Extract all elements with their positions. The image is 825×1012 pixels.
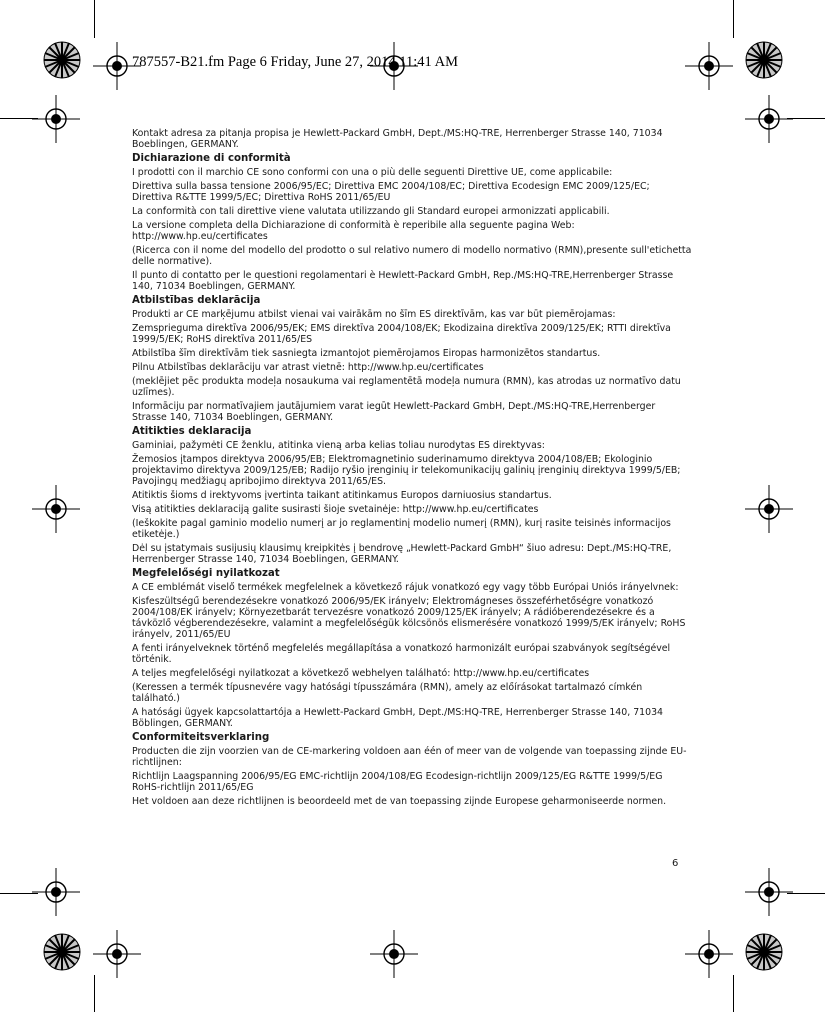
paragraph: (Ricerca con il nome del modello del prodotto o sul relativo numero di modello normativo (RMN),presente sull'etichetta delle normative). — [132, 245, 692, 267]
paragraph: La conformità con tali direttive viene valutata utilizzando gli Standard europei armonizzati applicabili. — [132, 206, 610, 217]
paragraph: Atitiktis šioms d irektyvoms įvertinta taikant atitinkamus Europos darniuosius standartus. — [132, 490, 552, 501]
paragraph: A CE emblémát viselő termékek megfelelnek a következő rájuk vonatkozó egy vagy több Európai Uniós irányelvnek: — [132, 582, 679, 593]
document-body — [132, 128, 692, 810]
paragraph: A teljes megfelelőségi nyilatkozat a következő webhelyen található: http://www.hp.eu/certificates — [132, 668, 590, 679]
crop-mark — [94, 0, 95, 38]
registration-mark-icon — [685, 42, 733, 90]
paragraph: La versione completa della Dichiarazione di conformità è reperibile alla seguente pagina Web: http://www.hp.eu/certificates — [132, 220, 575, 242]
star-target-icon — [744, 40, 784, 80]
registration-mark-icon — [32, 95, 80, 143]
registration-mark-icon — [32, 485, 80, 533]
paragraph: Gaminiai, pažymėti CE ženklu, atitinka vieną arba kelias toliau nurodytas ES direktyvas: — [132, 440, 545, 451]
section-heading: Atbilstības deklarācija — [132, 295, 261, 306]
star-target-icon — [42, 932, 82, 972]
paragraph: I prodotti con il marchio CE sono conformi con una o più delle seguenti Direttive UE, come applicabile: — [132, 167, 613, 178]
paragraph: Kontakt adresa za pitanja propisa je Hewlett-Packard GmbH, Dept./MS:HQ-TRE, Herrenberger Strasse 140, 71034 Boeblingen, GERMANY. — [132, 128, 663, 150]
registration-mark-icon — [745, 485, 793, 533]
registration-mark-icon — [93, 930, 141, 978]
section-heading: Dichiarazione di conformità — [132, 153, 291, 164]
paragraph: Kisfeszültségű berendezésekre vonatkozó 2006/95/EK irányelv; Elektromágneses összeférhetőségre vonatkozó 2004/108/EK irányelv; Környezetbarát tervezésre vonatkozó 2009/125/EK irányelv; A rádióberendezésekre és a távközlő végberendezésekre, valamint a megfelelőségük kölcsönös elismerésére vonatkozó 1999/5/EK irányelv; RoHS irányelv, 2011/65/EU — [132, 596, 686, 640]
paragraph: Atbilstība šīm direktīvām tiek sasniegta izmantojot piemērojamos Eiropas harmonizētos standartus. — [132, 348, 601, 359]
paragraph: A hatósági ügyek kapcsolattartója a Hewlett-Packard GmbH, Dept./MS:HQ-TRE, Herrenberger Strasse 140, 71034 Böblingen, GERMANY. — [132, 707, 664, 729]
crop-mark — [94, 975, 95, 1012]
paragraph: Het voldoen aan deze richtlijnen is beoordeeld met de van toepassing zijnde Europese geharmoniseerde normen. — [132, 796, 667, 807]
paragraph: (Keressen a termék típusnevére vagy hatósági típusszámára (RMN), amely az előírásokat tartalmazó címkén található.) — [132, 682, 643, 704]
paragraph: (meklējiet pēc produkta modeļa nosaukuma vai reglamentētā modeļa numura (RMN), kas atrodas uz normatīvo datu uzlīmes). — [132, 376, 681, 398]
paragraph: Žemosios įtampos direktyva 2006/95/EB; Elektromagnetinio suderinamumo direktyva 2004/108/EB; Ekologinio projektavimo direktyva 2009/125/EB; Radijo ryšio įrenginių ir telekomunikacijų galinių įrenginių direktyva 1999/5/EB; Pavojingų medžiagų apribojimo direktyva 2011/65/ES. — [132, 454, 681, 487]
star-target-icon — [744, 932, 784, 972]
star-target-icon — [42, 40, 82, 80]
section-heading: Conformiteitsverklaring — [132, 732, 270, 743]
paragraph: A fenti irányelveknek történő megfelelés megállapítása a vonatkozó harmonizált európai szabványok segítségével történik. — [132, 643, 671, 665]
paragraph: Il punto di contatto per le questioni regolamentari è Hewlett-Packard GmbH, Rep./MS:HQ-TRE,Herrenberger Strasse 140, 71034 Boeblingen, GERMANY. — [132, 270, 674, 292]
registration-mark-icon — [745, 95, 793, 143]
print-slug: 787557-B21.fm Page 6 Friday, June 27, 2014 11:41 AM — [132, 54, 458, 70]
paragraph: Zemsprieguma direktīva 2006/95/EK; EMS direktīva 2004/108/EK; Ekodizaina direktīva 2009/125/EK; RTTI direktīva 1999/5/EK; RoHS direktīva 2011/65/ES — [132, 323, 671, 345]
page-number: 6 — [672, 858, 679, 869]
paragraph: Direttiva sulla bassa tensione 2006/95/EC; Direttiva EMC 2004/108/EC; Direttiva Ecodesign EMC 2009/125/EC; Direttiva R&TTE 1999/5/EC; Direttiva RoHS 2011/65/EU — [132, 181, 650, 203]
registration-mark-icon — [370, 930, 418, 978]
crop-mark — [733, 975, 734, 1012]
registration-mark-icon — [745, 868, 793, 916]
registration-mark-icon — [32, 868, 80, 916]
paragraph: Produkti ar CE marķējumu atbilst vienai vai vairākām no šīm ES direktīvām, kas var būt piemērojamas: — [132, 309, 616, 320]
section-heading: Atitikties deklaracija — [132, 426, 252, 437]
crop-mark — [733, 0, 734, 38]
registration-mark-icon — [685, 930, 733, 978]
paragraph: Richtlijn Laagspanning 2006/95/EG EMC-richtlijn 2004/108/EG Ecodesign-richtlijn 2009/125/EG R&TTE 1999/5/EG RoHS-richtlijn 2011/65/EG — [132, 771, 663, 793]
paragraph: Informāciju par normatīvajiem jautājumiem varat iegūt Hewlett-Packard GmbH, Dept./MS:HQ-TRE,Herrenberger Strasse 140, 71034 Boeblingen, GERMANY. — [132, 401, 656, 423]
paragraph: Producten die zijn voorzien van de CE-markering voldoen aan één of meer van de volgende van toepassing zijnde EU-richtlijnen: — [132, 746, 687, 768]
section-heading: Megfelelőségi nyilatkozat — [132, 568, 280, 579]
paragraph: Pilnu Atbilstības deklarāciju var atrast vietnē: http://www.hp.eu/certificates — [132, 362, 484, 373]
paragraph: Dėl su įstatymais susijusių klausimų kreipkitės į bendrovę „Hewlett-Packard GmbH“ šiuo adresu: Dept./MS:HQ-TRE, Herrenberger Strasse 140, 71034 Boeblingen, GERMANY. — [132, 543, 672, 565]
paragraph: (Ieškokite pagal gaminio modelio numerį ar jo reglamentinį modelio numerį (RMN), kurį rasite teisinės informacijos etiketėje.) — [132, 518, 671, 540]
paragraph: Visą atitikties deklaraciją galite susirasti šioje svetainėje: http://www.hp.eu/certificates — [132, 504, 539, 515]
